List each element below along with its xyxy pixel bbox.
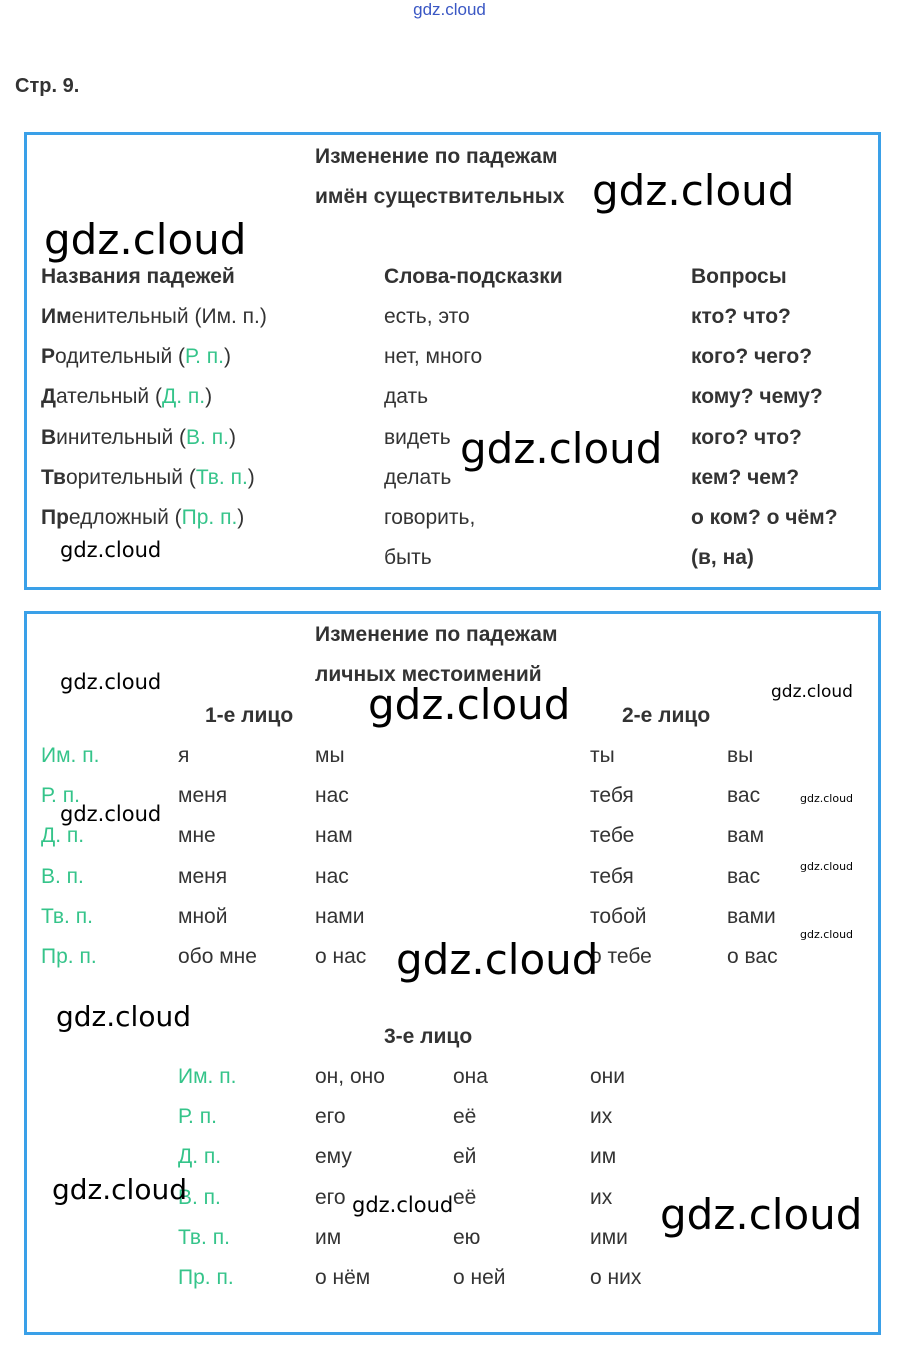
pronoun-case-label: Р. п.	[41, 784, 80, 808]
hint-word: делать	[384, 465, 452, 489]
hint-word: нет, много	[384, 345, 483, 369]
case-abbreviation: Им. п.	[201, 305, 260, 328]
pronoun-3rd-plural: им	[590, 1145, 617, 1169]
pronoun-2nd-plural: о вас	[727, 945, 778, 968]
watermark-top: gdz.cloud	[413, 0, 486, 19]
pronoun-1st-plural: о нас	[315, 945, 367, 968]
case-abbreviation: Пр. п.	[181, 506, 238, 529]
pronoun-3rd-fem: её	[453, 1185, 477, 1209]
watermark: gdz.cloud	[56, 1000, 191, 1033]
case-abbreviation-close: )	[259, 305, 267, 328]
case-name-bold-part: Пр	[41, 506, 69, 529]
case-name	[41, 305, 267, 329]
watermark: gdz.cloud	[52, 1173, 187, 1206]
pronouns-title-line-2: личных местоимений	[315, 663, 542, 686]
pronoun-case-label: Им. п.	[41, 744, 100, 767]
pronoun-1st-singular: обо мне	[178, 945, 257, 968]
watermark: gdz.cloud	[396, 935, 599, 984]
case-question: кем? чем?	[691, 465, 800, 489]
pronoun-3rd-masc-neut: ему	[315, 1145, 352, 1169]
pronoun-1st-singular: мной	[178, 904, 228, 928]
pronoun-2nd-plural: вы	[727, 744, 754, 767]
pronoun-3rd-plural: о них	[590, 1266, 642, 1289]
watermark: gdz.cloud	[460, 424, 663, 473]
pronoun-3rd-masc-neut: им	[315, 1225, 342, 1249]
header-cases: Названия падежей	[41, 265, 235, 288]
pronoun-2nd-plural: вам	[727, 824, 765, 848]
pronoun-3rd-masc-neut: он, оно	[315, 1065, 385, 1088]
case-name	[41, 426, 236, 450]
watermark: gdz.cloud	[800, 860, 854, 873]
pronoun-1st-plural: нас	[315, 864, 349, 888]
pronoun-3rd-plural: они	[590, 1065, 626, 1088]
case-question: кого? что?	[691, 425, 802, 449]
case-name-rest: одительный (	[55, 345, 186, 369]
pronoun-case-label: Пр. п.	[178, 1266, 234, 1289]
case-abbreviation: В. п.	[186, 425, 229, 449]
pronoun-2nd-singular: тебе	[590, 824, 635, 848]
watermark: gdz.cloud	[60, 538, 162, 562]
pronoun-1st-plural: нам	[315, 824, 353, 848]
case-name-bold-part: В	[41, 425, 57, 449]
case-name	[41, 506, 244, 530]
case-name-bold-part: Р	[41, 345, 56, 369]
header-hints: Слова-подсказки	[384, 265, 563, 288]
pronoun-3rd-plural: их	[590, 1105, 613, 1129]
pronoun-case-label: Д. п.	[178, 1145, 222, 1169]
pronoun-2nd-singular: о тебе	[590, 945, 652, 968]
case-name-rest: орительный (	[65, 465, 196, 489]
case-name-rest: енительный (	[71, 305, 202, 328]
pronoun-2nd-singular: тебя	[590, 864, 634, 888]
case-name	[41, 385, 212, 409]
case-name-bold-part: Им	[41, 305, 72, 328]
pronoun-case-label: Пр. п.	[41, 945, 97, 968]
case-abbreviation-close: )	[228, 425, 236, 449]
page-label: Стр. 9.	[15, 75, 80, 97]
hint-extra: быть	[384, 546, 432, 569]
pronoun-case-label: Тв. п.	[41, 904, 93, 928]
pronoun-3rd-masc-neut: его	[315, 1105, 346, 1129]
pronoun-1st-singular: мне	[178, 824, 216, 848]
person-3-heading: 3-е лицо	[384, 1025, 473, 1048]
person-2-heading: 2-е лицо	[622, 704, 711, 727]
pronoun-2nd-plural: вас	[727, 864, 761, 888]
pronoun-3rd-fem: о ней	[453, 1266, 506, 1289]
watermark: gdz.cloud	[800, 928, 854, 941]
case-question: кого? чего?	[691, 345, 813, 369]
pronoun-case-label: Тв. п.	[178, 1225, 230, 1249]
case-abbreviation-close: )	[205, 385, 213, 409]
pronoun-3rd-plural: ими	[590, 1225, 628, 1249]
watermark: gdz.cloud	[352, 1193, 454, 1217]
pronoun-3rd-fem: её	[453, 1105, 477, 1129]
pronoun-3rd-masc-neut: о нём	[315, 1266, 371, 1289]
pronoun-2nd-singular: ты	[590, 744, 615, 767]
person-1-heading: 1-е лицо	[205, 704, 294, 727]
pronoun-2nd-singular: тебя	[590, 784, 634, 808]
hint-word: говорить,	[384, 506, 476, 529]
pronoun-case-label: Им. п.	[178, 1065, 237, 1088]
pronoun-3rd-masc-neut: его	[315, 1185, 346, 1209]
pronouns-title-line-1: Изменение по падежам	[315, 623, 558, 646]
nouns-title-line-2: имён существительных	[315, 185, 565, 208]
question-extra: (в, на)	[691, 546, 754, 569]
case-abbreviation: Д. п.	[162, 385, 206, 409]
case-name-bold-part: Д	[41, 385, 56, 409]
case-abbreviation: Тв. п.	[195, 465, 248, 489]
pronoun-3rd-fem: ей	[453, 1145, 477, 1169]
pronoun-case-label: В. п.	[41, 864, 84, 888]
case-abbreviation-close: )	[247, 465, 255, 489]
watermark: gdz.cloud	[660, 1190, 863, 1239]
case-abbreviation-close: )	[223, 345, 231, 369]
pronoun-1st-plural: мы	[315, 744, 345, 767]
pronoun-case-label: Д. п.	[41, 824, 85, 848]
pronoun-case-label: Р. п.	[178, 1105, 217, 1129]
pronoun-2nd-plural: вас	[727, 784, 761, 808]
hint-word: дать	[384, 385, 429, 409]
header-questions: Вопросы	[691, 265, 787, 288]
case-name	[41, 466, 255, 490]
watermark: gdz.cloud	[60, 802, 162, 826]
case-name	[41, 345, 231, 369]
watermark: gdz.cloud	[44, 215, 247, 264]
pronoun-3rd-plural: их	[590, 1185, 613, 1209]
watermark: gdz.cloud	[800, 792, 854, 805]
pronoun-2nd-plural: вами	[727, 904, 776, 928]
pronoun-3rd-fem: ею	[453, 1225, 481, 1249]
watermark: gdz.cloud	[60, 670, 162, 694]
pronoun-1st-plural: нами	[315, 904, 365, 928]
case-question: кому? чему?	[691, 385, 823, 409]
pronoun-1st-plural: нас	[315, 784, 349, 808]
hint-word: видеть	[384, 425, 451, 449]
case-abbreviation-close: )	[237, 506, 245, 529]
pronoun-case-label: В. п.	[178, 1185, 221, 1209]
hint-word: есть, это	[384, 305, 470, 328]
case-name-rest: инительный (	[56, 425, 187, 449]
case-question: кто? что?	[691, 305, 791, 328]
case-question: о ком? о чём?	[691, 506, 838, 529]
case-name-rest: ательный (	[55, 385, 162, 409]
pronoun-2nd-singular: тобой	[590, 904, 647, 928]
case-abbreviation: Р. п.	[185, 345, 224, 369]
case-name-rest: едложный (	[68, 506, 182, 529]
case-name-bold-part: Тв	[41, 465, 66, 489]
pronoun-1st-singular: меня	[178, 864, 228, 888]
watermark: gdz.cloud	[592, 166, 795, 215]
watermark: gdz.cloud	[368, 680, 571, 729]
pronoun-1st-singular: меня	[178, 784, 228, 808]
watermark: gdz.cloud	[771, 682, 853, 702]
pronoun-1st-singular: я	[178, 744, 190, 767]
nouns-title-line-1: Изменение по падежам	[315, 145, 558, 168]
pronoun-3rd-fem: она	[453, 1065, 488, 1088]
